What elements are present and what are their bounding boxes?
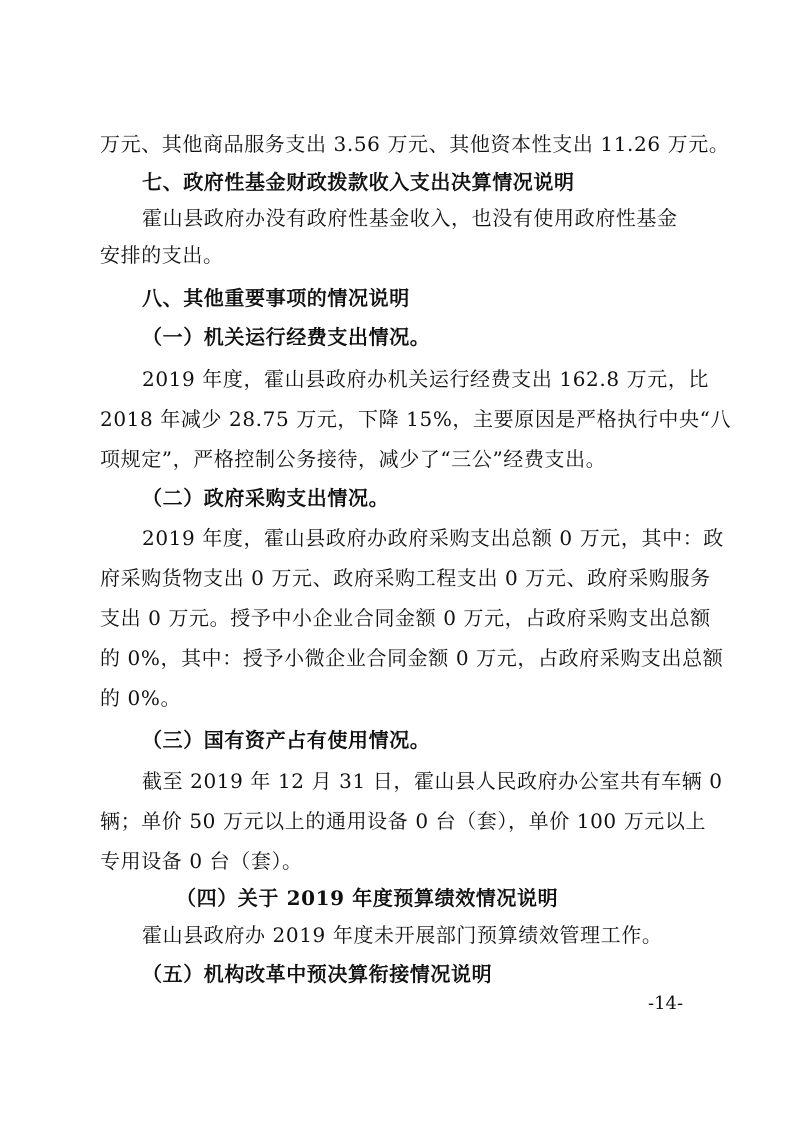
paragraph-line: 霍山县政府办 2019 年度未开展部门预算绩效管理工作。: [142, 923, 663, 947]
paragraph-line: 辆；单价 50 万元以上的通用设备 0 台（套），单价 100 万元以上: [100, 809, 707, 833]
section-heading-7: 七、政府性基金财政拨款收入支出决算情况说明: [142, 170, 575, 194]
paragraph-line: 的 0%，其中：授予小微企业合同金额 0 万元，占政府采购支出总额: [100, 646, 724, 670]
paragraph-line: 专用设备 0 台（套）。: [100, 849, 303, 873]
paragraph-line: 2019 年度，霍山县政府办机关运行经费支出 162.8 万元，比: [142, 367, 710, 391]
paragraph-line: 霍山县政府办没有政府性基金收入，也没有使用政府性基金: [142, 206, 678, 230]
paragraph-line: 项规定”，严格控制公务接待，减少了“三公”经费支出。: [100, 447, 607, 471]
subsection-heading-4: （四）关于 2019 年度预算绩效情况说明: [176, 886, 559, 910]
subsection-heading-3: （三）国有资产占有使用情况。: [142, 728, 431, 752]
paragraph-line: 安排的支出。: [100, 243, 224, 267]
page-number: -14-: [648, 993, 684, 1014]
paragraph-line: 2018 年减少 28.75 万元，下降 15%，主要原因是严格执行中央“八: [100, 407, 732, 431]
paragraph-line: 万元、其他商品服务支出 3.56 万元、其他资本性支出 11.26 万元。: [100, 132, 730, 156]
subsection-heading-1: （一）机关运行经费支出情况。: [142, 325, 431, 349]
paragraph-line: 截至 2019 年 12 月 31 日，霍山县人民政府办公室共有车辆 0: [142, 769, 723, 793]
paragraph-line: 支出 0 万元。授予中小企业合同金额 0 万元，占政府采购支出总额: [100, 606, 711, 630]
paragraph-line: 的 0%。: [100, 686, 182, 710]
section-heading-8: 八、其他重要事项的情况说明: [142, 286, 410, 310]
subsection-heading-5: （五）机构改革中预决算衔接情况说明: [142, 962, 493, 986]
paragraph-line: 2019 年度，霍山县政府办政府采购支出总额 0 万元，其中：政: [142, 526, 724, 550]
subsection-heading-2: （二）政府采购支出情况。: [142, 486, 390, 510]
paragraph-line: 府采购货物支出 0 万元、政府采购工程支出 0 万元、政府采购服务: [100, 566, 711, 590]
